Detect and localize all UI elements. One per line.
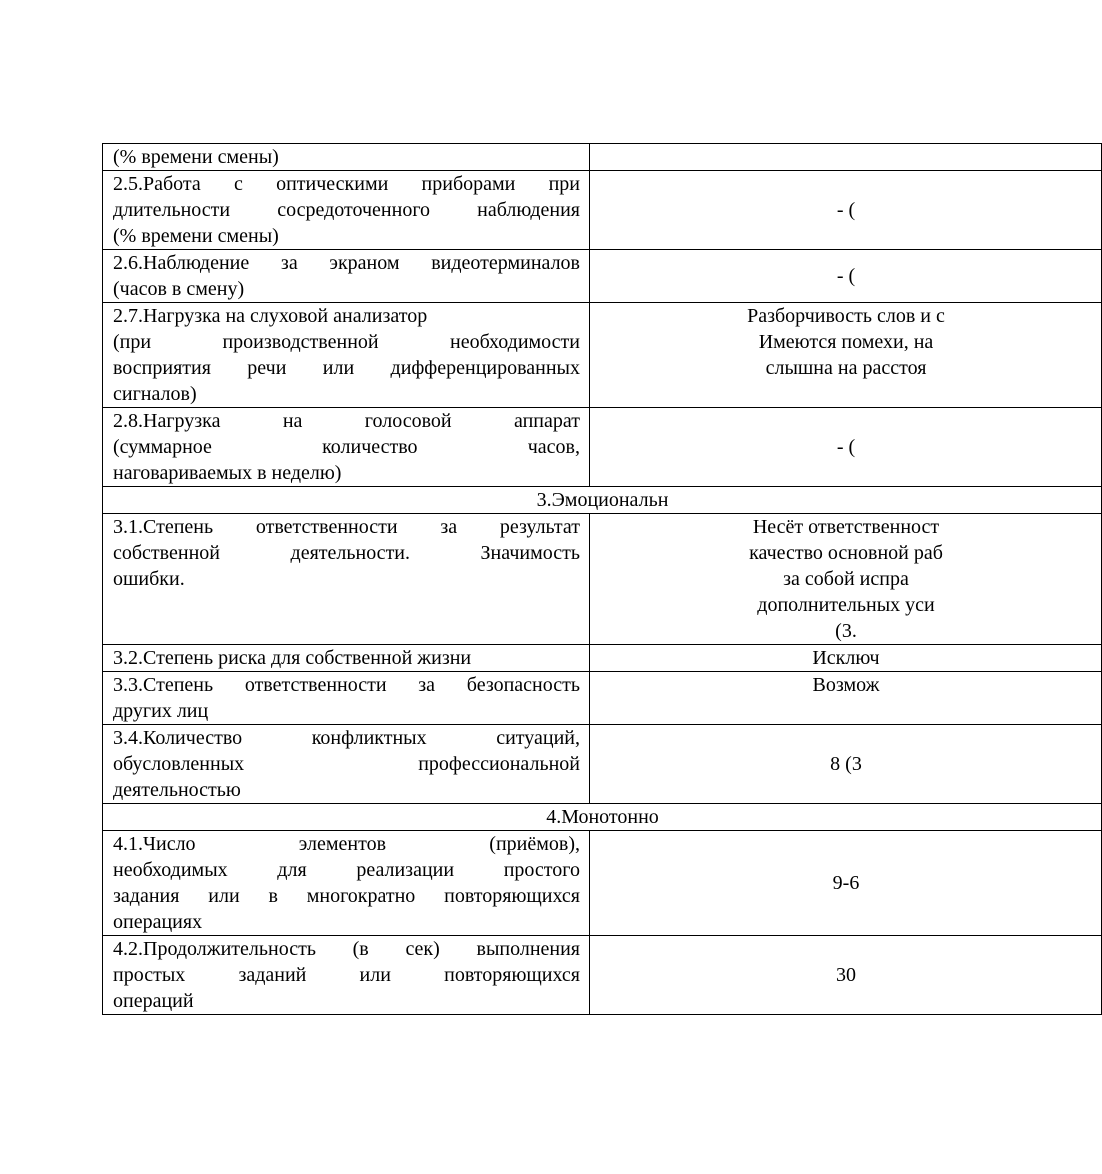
indicator-cell xyxy=(103,725,590,804)
indicator-text: 3.3.Степень ответственности за безопасность xyxy=(113,674,580,696)
indicator-text: 3.4.Количество конфликтных ситуаций, xyxy=(113,727,580,749)
table-row xyxy=(103,303,1102,408)
value-text: слышна на расстоя xyxy=(765,357,927,379)
value-text: - ( xyxy=(836,265,856,287)
value-text: - ( xyxy=(836,199,856,221)
indicator-text: операций xyxy=(113,990,194,1012)
value-text: 8 (3 xyxy=(830,753,862,775)
indicator-text: 4.1.Число элементов (приёмов), xyxy=(113,833,580,855)
indicator-text: других лиц xyxy=(113,700,209,722)
indicator-text: задания или в многократно повторяющихся xyxy=(113,885,580,907)
value-cell xyxy=(590,250,1102,303)
table-row xyxy=(103,672,1102,725)
value-text: Возмож xyxy=(812,674,880,696)
value-text: - ( xyxy=(836,436,856,458)
indicator-cell xyxy=(103,645,590,672)
indicator-cell xyxy=(103,672,590,725)
table-row xyxy=(103,831,1102,936)
indicator-text: операциях xyxy=(113,911,203,933)
indicator-text: (часов в смену) xyxy=(113,278,245,300)
indicator-text: 3.2.Степень риска для собственной жизни xyxy=(113,647,472,669)
indicator-cell xyxy=(103,936,590,1015)
section-row xyxy=(103,487,1102,514)
value-text: Исключ xyxy=(812,647,880,669)
indicator-cell xyxy=(103,303,590,408)
value-text: Имеются помехи, на xyxy=(758,331,934,353)
table-row xyxy=(103,408,1102,487)
value-cell xyxy=(590,725,1102,804)
indicator-text: 2.7.Нагрузка на слуховой анализатор xyxy=(113,305,428,327)
indicator-text: ошибки. xyxy=(113,568,185,590)
indicator-text: длительности сосредоточенного наблюдения xyxy=(113,199,580,221)
indicator-text: сигналов) xyxy=(113,383,197,405)
value-cell xyxy=(590,408,1102,487)
value-cell xyxy=(590,171,1102,250)
value-cell xyxy=(590,936,1102,1015)
indicator-text: (% времени смены) xyxy=(113,146,279,168)
table-row xyxy=(103,645,1102,672)
indicator-text: 4.2.Продолжительность (в сек) выполнения xyxy=(113,938,580,960)
value-text: дополнительных уси xyxy=(757,594,935,616)
table-row xyxy=(103,171,1102,250)
table-row xyxy=(103,144,1102,171)
indicator-cell xyxy=(103,144,590,171)
indicator-text: наговариваемых в неделю) xyxy=(113,462,342,484)
table-row xyxy=(103,250,1102,303)
indicator-text: восприятия речи или дифференцированных xyxy=(113,357,580,379)
indicator-text: простых заданий или повторяющихся xyxy=(113,964,580,986)
table-row xyxy=(103,936,1102,1015)
indicator-cell xyxy=(103,514,590,645)
section-row xyxy=(103,804,1102,831)
table-row xyxy=(103,725,1102,804)
section-heading: 3.Эмоциональн xyxy=(103,487,1102,514)
indicator-text: (% времени смены) xyxy=(113,225,279,247)
value-cell xyxy=(590,303,1102,408)
indicator-text: необходимых для реализации простого xyxy=(113,859,580,881)
indicator-text: 3.1.Степень ответственности за результат xyxy=(113,516,580,538)
value-cell xyxy=(590,831,1102,936)
indicator-text: обусловленных профессиональной xyxy=(113,753,580,775)
value-text: качество основной раб xyxy=(749,542,943,564)
indicator-text: деятельностью xyxy=(113,779,241,801)
indicator-cell xyxy=(103,171,590,250)
value-text: (3. xyxy=(835,620,857,642)
indicator-text: 2.6.Наблюдение за экраном видеотерминалов xyxy=(113,252,580,274)
indicator-text: (при производственной необходимости xyxy=(113,331,580,353)
value-text: за собой испра xyxy=(783,568,909,590)
value-text: Разборчивость слов и с xyxy=(747,305,945,327)
indicator-cell xyxy=(103,250,590,303)
indicator-text: 2.5.Работа с оптическими приборами при xyxy=(113,173,580,195)
indicator-text: собственной деятельности. Значимость xyxy=(113,542,580,564)
value-text: 30 xyxy=(836,964,856,986)
indicator-cell xyxy=(103,408,590,487)
value-cell xyxy=(590,645,1102,672)
table-row xyxy=(103,514,1102,645)
value-text: Несёт ответственност xyxy=(752,516,940,538)
value-cell xyxy=(590,672,1102,725)
indicator-cell xyxy=(103,831,590,936)
indicator-text: (суммарное количество часов, xyxy=(113,436,580,458)
section-heading: 4.Монотонно xyxy=(103,804,1102,831)
value-text: 9-6 xyxy=(832,872,860,894)
indicator-text: 2.8.Нагрузка на голосовой аппарат xyxy=(113,410,580,432)
value-cell xyxy=(590,144,1102,171)
work-conditions-table xyxy=(102,143,1102,1015)
value-cell xyxy=(590,514,1102,645)
